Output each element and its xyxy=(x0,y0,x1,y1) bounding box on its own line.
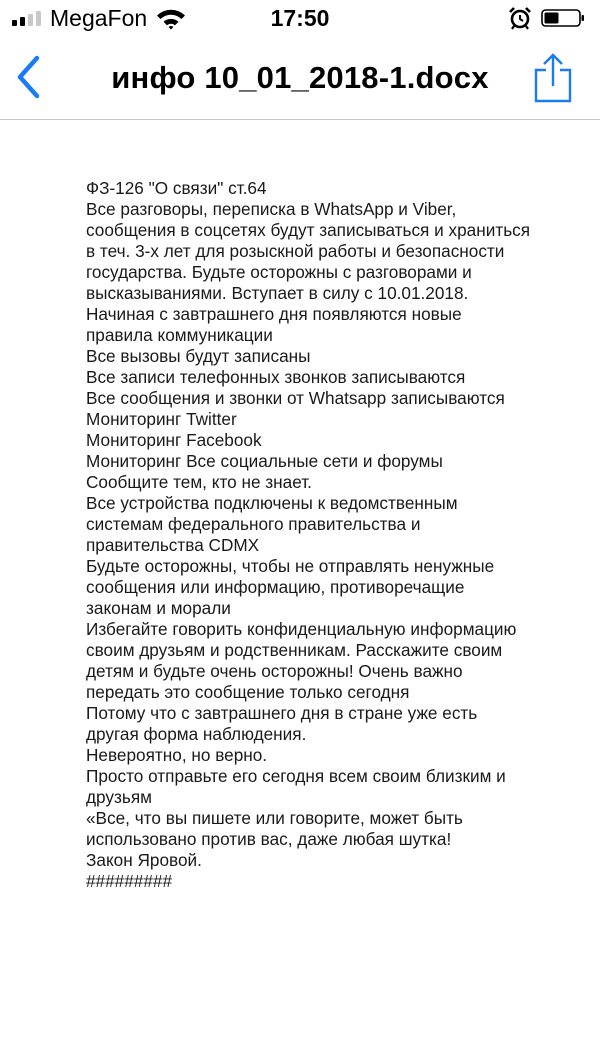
document-line: сообщения или информацию, противоречащие xyxy=(86,577,465,597)
document-line: Все устройства подключены к ведомственным xyxy=(86,493,458,513)
document-line: ######### xyxy=(86,871,173,891)
share-button[interactable] xyxy=(530,52,576,104)
navigation-bar xyxy=(0,38,600,120)
document-title: инфо 10_01_2018-1.docx xyxy=(111,60,489,95)
document-line: государства. Будьте осторожны с разговорами и xyxy=(86,262,472,282)
document-line: другая форма наблюдения. xyxy=(86,724,307,744)
document-line: правительства CDMX xyxy=(86,535,260,555)
document-line: Просто отправьте его сегодня всем своим близким и xyxy=(86,766,506,786)
document-line: «Все, что вы пишете или говорите, может быть xyxy=(86,808,463,828)
document-line: Потому что с завтрашнего дня в стране уже есть xyxy=(86,703,478,723)
status-time: 17:50 xyxy=(270,5,330,31)
alarm-clock-icon xyxy=(508,6,532,30)
document-line: сообщения в соцсетях будут записываться и храниться xyxy=(86,220,531,240)
document-line: Мониторинг Twitter xyxy=(86,409,237,429)
document-line: Сообщите тем, кто не знает. xyxy=(86,472,312,492)
document-line: своим друзьям и родственникам. Расскажите своим xyxy=(86,640,503,660)
carrier-name: MegaFon xyxy=(50,5,148,31)
document-content xyxy=(86,178,566,892)
document-line: законам и морали xyxy=(86,598,231,618)
document-line: Будьте осторожны, чтобы не отправлять ненужные xyxy=(86,556,495,576)
battery-icon xyxy=(541,9,585,27)
document-line: правила коммуникации xyxy=(86,325,273,345)
document-line: Мониторинг Все социальные сети и форумы xyxy=(86,451,443,471)
document-line: Закон Яровой. xyxy=(86,850,202,870)
document-line: друзьям xyxy=(86,787,152,807)
document-line: Избегайте говорить конфиденциальную информацию xyxy=(86,619,517,639)
document-line: передать это сообщение только сегодня xyxy=(86,682,410,702)
document-line: детям и будьте очень осторожны! Очень важно xyxy=(86,661,463,681)
document-line: высказываниями. Вступает в силу с 10.01.2018. xyxy=(86,283,469,303)
document-line: Мониторинг Facebook xyxy=(86,430,262,450)
document-line: Невероятно, но верно. xyxy=(86,745,268,765)
document-line: Все сообщения и звонки от Whatsapp записываются xyxy=(86,388,505,408)
document-line: Все разговоры, переписка в WhatsApp и Viber, xyxy=(86,199,457,219)
document-line: системам федерального правительства и xyxy=(86,514,421,534)
document-line: Все вызовы будут записаны xyxy=(86,346,311,366)
share-icon xyxy=(530,52,576,104)
document-line: ФЗ-126 "О связи" ст.64 xyxy=(86,178,267,198)
document-line: Все записи телефонных звонков записываются xyxy=(86,367,466,387)
document-line: Начиная с завтрашнего дня появляются новые xyxy=(86,304,462,324)
document-line: в теч. 3-х лет для розыскной работы и безопасности xyxy=(86,241,505,261)
document-line: использовано против вас, даже любая шутка! xyxy=(86,829,452,849)
status-bar xyxy=(0,0,600,38)
